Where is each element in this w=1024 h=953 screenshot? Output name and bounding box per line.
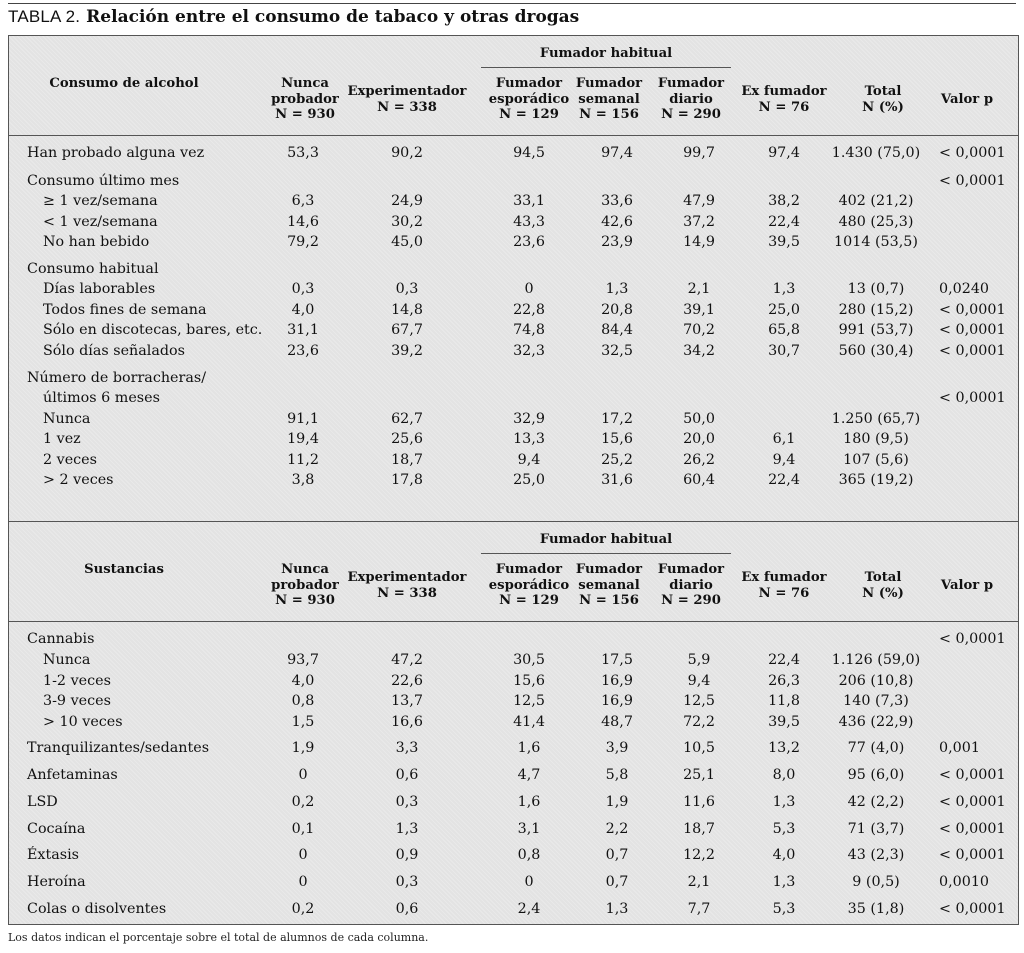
table-cell: 30,5 (513, 652, 545, 668)
row-label: Colas o disolventes (27, 901, 167, 917)
p-value-cell: < 0,0001 (939, 794, 1006, 810)
alcohol-table-header (9, 36, 1018, 136)
row-label: Nunca (43, 411, 91, 427)
p-value-cell: < 0,0001 (939, 847, 1006, 863)
footnote: Los datos indican el porcentaje sobre el total de alumnos de cada columna. (8, 931, 429, 944)
row-label: Han probado alguna vez (27, 145, 205, 161)
row-label: Heroína (27, 874, 86, 890)
table-cell: 62,7 (391, 411, 423, 427)
table-cell: 5,9 (687, 652, 711, 668)
table-cell: 365 (19,2) (838, 472, 914, 488)
table-cell: 1,3 (605, 281, 629, 297)
col-header-line: Fumador (495, 562, 563, 577)
table-cell: 16,9 (601, 693, 633, 709)
table-cell: 48,7 (601, 714, 633, 730)
p-value-cell: 0,001 (939, 740, 980, 756)
table-cell: 50,0 (683, 411, 715, 427)
table-cell: 0 (524, 281, 534, 297)
row-label: últimos 6 meses (43, 390, 160, 406)
col-header-line: esporádico (488, 91, 570, 107)
col-header-line: diario (669, 91, 713, 107)
table-cell: 22,8 (513, 302, 545, 318)
table-cell: 3,3 (395, 740, 419, 756)
table-cell: 22,4 (768, 214, 800, 230)
table-cell: 31,6 (601, 472, 633, 488)
table-cell: 402 (21,2) (838, 193, 914, 209)
col-header-line: N = 290 (661, 593, 721, 608)
table-cell: 25,1 (683, 767, 715, 783)
table-cell: 43 (2,3) (847, 847, 905, 863)
table-cell: 97,4 (768, 145, 800, 161)
col-header-line: N = 338 (377, 585, 437, 601)
table-cell: 65,8 (768, 322, 800, 338)
table-cell: 13,3 (513, 431, 545, 447)
col-header-line: semanal (578, 577, 640, 593)
table-cell: 47,9 (683, 193, 715, 209)
table-cell: 1,5 (291, 714, 315, 730)
table-row (9, 212, 1018, 232)
table-cell: 5,8 (605, 767, 629, 783)
table-cell: 8,0 (772, 767, 796, 783)
table-row (9, 368, 1018, 388)
table-cell: 70,2 (683, 322, 715, 338)
substances-table-header (9, 522, 1018, 622)
row-label: > 10 veces (43, 714, 123, 730)
table-cell: 1.430 (75,0) (831, 145, 921, 161)
table-cell: 1,3 (772, 874, 796, 890)
table-row (9, 171, 1018, 191)
p-value-cell: < 0,0001 (939, 821, 1006, 837)
table-cell: 26,2 (683, 452, 715, 468)
col-header-line: Fumador (575, 76, 643, 91)
table-cell: 1.126 (59,0) (831, 652, 921, 668)
table-row (9, 899, 1018, 919)
table-row (9, 738, 1018, 758)
table-cell: 1,3 (772, 794, 796, 810)
table-title (8, 7, 579, 27)
col-header-line: N = 129 (499, 107, 559, 122)
table-cell: 107 (5,6) (843, 452, 909, 468)
table-cell: 1,9 (291, 740, 315, 756)
col-header-line: N (%) (862, 99, 904, 115)
table-cell: 14,9 (683, 234, 715, 250)
p-value-cell: < 0,0001 (939, 322, 1006, 338)
table-cell: 180 (9,5) (843, 431, 909, 447)
table-cell: 90,2 (391, 145, 423, 161)
p-value-cell: < 0,0001 (939, 767, 1006, 783)
row-label: Tranquilizantes/sedantes (27, 740, 210, 756)
table-cell: 16,9 (601, 673, 633, 689)
table-row (9, 388, 1018, 408)
table-cell: 25,6 (391, 431, 423, 447)
table-cell: 12,5 (683, 693, 715, 709)
col-header-line: N = 76 (758, 99, 810, 115)
table-cell: 99,7 (683, 145, 715, 161)
table-cell: 140 (7,3) (843, 693, 909, 709)
table-cell: 11,8 (768, 693, 800, 709)
table-cell: 9,4 (517, 452, 541, 468)
table-row (9, 409, 1018, 429)
table-cell: 33,6 (601, 193, 633, 209)
table-row (9, 671, 1018, 691)
table-row (9, 691, 1018, 711)
table-row (9, 143, 1018, 163)
table-cell: 84,4 (601, 322, 633, 338)
table-row (9, 872, 1018, 892)
table-cell: 53,3 (287, 145, 319, 161)
row-label: Cannabis (27, 631, 95, 647)
table-cell: 41,4 (513, 714, 545, 730)
table-cell: 13,7 (391, 693, 423, 709)
row-header-label: Consumo de alcohol (49, 76, 199, 91)
table-cell: 11,6 (683, 794, 715, 810)
table-cell: 74,8 (513, 322, 545, 338)
col-header-line: N = 156 (579, 593, 639, 608)
table-row (9, 429, 1018, 449)
col-header-valor-p: Valor p (940, 92, 994, 107)
table-cell: 4,0 (291, 673, 315, 689)
table-cell: 32,5 (601, 343, 633, 359)
table-cell: 3,9 (605, 740, 629, 756)
table-cell: 31,1 (287, 322, 319, 338)
table-cell: 1,6 (517, 740, 541, 756)
table-cell: 2,1 (687, 281, 711, 297)
row-label: 1 vez (43, 431, 81, 447)
col-header-experimentador (342, 570, 472, 601)
table-row (9, 450, 1018, 470)
table-cell: 16,6 (391, 714, 423, 730)
table-cell: 0 (524, 874, 534, 890)
table-cell: 0,7 (605, 874, 629, 890)
table-cell: 23,9 (601, 234, 633, 250)
table-row (9, 259, 1018, 279)
table-cell: 11,2 (287, 452, 319, 468)
table-cell: 7,7 (687, 901, 711, 917)
col-header-valor-p: Valor p (940, 578, 994, 593)
col-header-line: esporádico (488, 577, 570, 593)
table-row (9, 300, 1018, 320)
table-cell: 436 (22,9) (838, 714, 914, 730)
table-cell: 42 (2,2) (847, 794, 905, 810)
table-cell: 9 (0,5) (852, 874, 900, 890)
table-row (9, 712, 1018, 732)
table-cell: 24,9 (391, 193, 423, 209)
table-cell: 6,1 (772, 431, 796, 447)
table-cell: 560 (30,4) (838, 343, 914, 359)
table-cell: 1,6 (517, 794, 541, 810)
p-value-cell: 0,0240 (939, 281, 990, 297)
table-cell: 38,2 (768, 193, 800, 209)
table-cell: 18,7 (391, 452, 423, 468)
col-header-line: N = 930 (275, 107, 335, 122)
table-cell: 95 (6,0) (847, 767, 905, 783)
table-cell: 0,3 (395, 794, 419, 810)
col-header-line: Experimentador (347, 570, 467, 585)
table-row (9, 765, 1018, 785)
table-cell: 4,0 (772, 847, 796, 863)
table-cell: 94,5 (513, 145, 545, 161)
row-label: Sólo días señalados (43, 343, 185, 359)
table-cell: 14,6 (287, 214, 319, 230)
table-cell: 0 (298, 847, 308, 863)
col-header-line: Fumador (657, 562, 725, 577)
col-header-line: N = 129 (499, 593, 559, 608)
table-cell: 23,6 (513, 234, 545, 250)
row-label: 2 veces (43, 452, 97, 468)
table-cell: 23,6 (287, 343, 319, 359)
col-header-line: Ex fumador (741, 84, 827, 99)
col-header-experimentador (342, 84, 472, 115)
table-cell: 0,6 (395, 901, 419, 917)
table-cell: 15,6 (601, 431, 633, 447)
table-cell: 25,0 (513, 472, 545, 488)
p-value-cell: < 0,0001 (939, 343, 1006, 359)
table-cell: 39,5 (768, 714, 800, 730)
table-row (9, 232, 1018, 252)
table-cell: 4,7 (517, 767, 541, 783)
col-header-line: N = 76 (758, 585, 810, 601)
table-cell: 0,6 (395, 767, 419, 783)
table-row (9, 650, 1018, 670)
table-cell: 206 (10,8) (838, 673, 914, 689)
table-cell: 12,2 (683, 847, 715, 863)
table-cell: 25,0 (768, 302, 800, 318)
table-cell: 13 (0,7) (847, 281, 905, 297)
row-label: > 2 veces (43, 472, 114, 488)
table-cell: 34,2 (683, 343, 715, 359)
row-label: LSD (27, 794, 58, 810)
col-header-line: probador (271, 577, 339, 593)
table-cell: 22,4 (768, 652, 800, 668)
table-cell: 45,0 (391, 234, 423, 250)
table-row (9, 320, 1018, 340)
p-value-cell: < 0,0001 (939, 631, 1006, 647)
col-header-line: probador (271, 91, 339, 107)
table-row (9, 191, 1018, 211)
col-header-line: Nunca (281, 76, 329, 91)
top-rule (8, 3, 1016, 4)
table-cell: 20,8 (601, 302, 633, 318)
table-cell: 280 (15,2) (838, 302, 914, 318)
table-cell: 12,5 (513, 693, 545, 709)
table-cell: 60,4 (683, 472, 715, 488)
table-heading: Relación entre el consumo de tabaco y otras drogas (86, 7, 580, 27)
row-label: Todos fines de semana (43, 302, 207, 318)
table-row (9, 792, 1018, 812)
table-cell: 2,4 (517, 901, 541, 917)
p-value-cell: < 0,0001 (939, 901, 1006, 917)
row-label: No han bebido (43, 234, 150, 250)
table-cell: 35 (1,8) (847, 901, 905, 917)
table-cell: 19,4 (287, 431, 319, 447)
table-cell: 30,2 (391, 214, 423, 230)
table-cell: 4,0 (291, 302, 315, 318)
table-cell: 17,2 (601, 411, 633, 427)
col-header-line: Fumador (575, 562, 643, 577)
row-label: Anfetaminas (27, 767, 118, 783)
table-cell: 67,7 (391, 322, 423, 338)
table-cell: 77 (4,0) (847, 740, 905, 756)
table-cell: 0 (298, 874, 308, 890)
table-cell: 17,8 (391, 472, 423, 488)
col-header-line: N = 290 (661, 107, 721, 122)
table-cell: 39,1 (683, 302, 715, 318)
row-label: Consumo habitual (27, 261, 159, 277)
row-label: Número de borracheras/ (27, 370, 207, 386)
table-cell: 0,2 (291, 794, 315, 810)
table-cell: 0 (298, 767, 308, 783)
table-cell: 0,3 (395, 281, 419, 297)
table-cell: 9,4 (772, 452, 796, 468)
group-underline (481, 553, 731, 554)
table-cell: 3,1 (517, 821, 541, 837)
table-cell: 39,2 (391, 343, 423, 359)
table-cell: 25,2 (601, 452, 633, 468)
table-cell: 5,3 (772, 901, 796, 917)
fumador-habitual-group-label: Fumador habitual (539, 46, 673, 61)
table-cell: 0,8 (517, 847, 541, 863)
col-header-line: Total (864, 570, 902, 585)
table-cell: 13,2 (768, 740, 800, 756)
table-cell: 5,3 (772, 821, 796, 837)
table-cell: 32,3 (513, 343, 545, 359)
p-value-cell: < 0,0001 (939, 302, 1006, 318)
row-label: Consumo último mes (27, 173, 180, 189)
table-cell: 22,4 (768, 472, 800, 488)
group-underline (481, 67, 731, 68)
table-cell: 47,2 (391, 652, 423, 668)
table-cell: 6,3 (291, 193, 315, 209)
table-cell: 1.250 (65,7) (831, 411, 921, 427)
table-cell: 2,1 (687, 874, 711, 890)
table-number: TABLA 2. (8, 7, 81, 26)
table-cell: 93,7 (287, 652, 319, 668)
table-cell: 1,3 (605, 901, 629, 917)
table-cell: 14,8 (391, 302, 423, 318)
table-cell: 26,3 (768, 673, 800, 689)
p-value-cell: < 0,0001 (939, 173, 1006, 189)
row-label: < 1 vez/semana (43, 214, 158, 230)
table-cell: 3,8 (291, 472, 315, 488)
col-header-line: Fumador (495, 76, 563, 91)
table-cell: 2,2 (605, 821, 629, 837)
table-cell: 72,2 (683, 714, 715, 730)
table-cell: 1,3 (772, 281, 796, 297)
col-header-line: Experimentador (347, 84, 467, 99)
row-label: Éxtasis (27, 847, 80, 863)
row-label: Nunca (43, 652, 91, 668)
row-label: Sólo en discotecas, bares, etc. (43, 322, 263, 338)
table-cell: 32,9 (513, 411, 545, 427)
table-cell: 22,6 (391, 673, 423, 689)
table-cell: 33,1 (513, 193, 545, 209)
table-cell: 97,4 (601, 145, 633, 161)
alcohol-table (8, 35, 1019, 522)
table-cell: 0,8 (291, 693, 315, 709)
table-cell: 71 (3,7) (847, 821, 905, 837)
table-cell: 1,9 (605, 794, 629, 810)
row-label: 3-9 veces (43, 693, 111, 709)
col-header-line: N = 338 (377, 99, 437, 115)
col-header-line: N = 930 (275, 593, 335, 608)
fumador-habitual-group-label: Fumador habitual (539, 532, 673, 547)
table-cell: 9,4 (687, 673, 711, 689)
row-label: ≥ 1 vez/semana (43, 193, 158, 209)
p-value-cell: < 0,0001 (939, 145, 1006, 161)
p-value-cell: 0,0010 (939, 874, 990, 890)
table-cell: 30,7 (768, 343, 800, 359)
row-label: Días laborables (43, 281, 156, 297)
table-row (9, 819, 1018, 839)
col-header-line: Total (864, 84, 902, 99)
table-cell: 480 (25,3) (838, 214, 914, 230)
table-row (9, 470, 1018, 490)
substances-table (8, 521, 1019, 925)
table-cell: 0,3 (291, 281, 315, 297)
table-row (9, 629, 1018, 649)
table-cell: 0,3 (395, 874, 419, 890)
col-header-line: Nunca (281, 562, 329, 577)
table-cell: 0,7 (605, 847, 629, 863)
table-cell: 39,5 (768, 234, 800, 250)
table-cell: 18,7 (683, 821, 715, 837)
col-header-line: N (%) (862, 585, 904, 601)
table-cell: 1,3 (395, 821, 419, 837)
table-cell: 991 (53,7) (838, 322, 914, 338)
table-cell: 0,1 (291, 821, 315, 837)
table-row (9, 279, 1018, 299)
table-cell: 0,2 (291, 901, 315, 917)
table-cell: 10,5 (683, 740, 715, 756)
table-cell: 43,3 (513, 214, 545, 230)
p-value-cell: < 0,0001 (939, 390, 1006, 406)
table-cell: 1014 (53,5) (834, 234, 918, 250)
table-cell: 20,0 (683, 431, 715, 447)
table-cell: 37,2 (683, 214, 715, 230)
table-cell: 17,5 (601, 652, 633, 668)
row-label: Cocaína (27, 821, 86, 837)
table-cell: 42,6 (601, 214, 633, 230)
table-row (9, 341, 1018, 361)
table-cell: 91,1 (287, 411, 319, 427)
col-header-line: Ex fumador (741, 570, 827, 585)
table-cell: 79,2 (287, 234, 319, 250)
col-header-line: N = 156 (579, 107, 639, 122)
table-row (9, 845, 1018, 865)
col-header-line: semanal (578, 91, 640, 107)
table-cell: 15,6 (513, 673, 545, 689)
col-header-line: Fumador (657, 76, 725, 91)
col-header-line: diario (669, 577, 713, 593)
row-label: 1-2 veces (43, 673, 111, 689)
row-header-label: Sustancias (84, 562, 164, 577)
table-cell: 0,9 (395, 847, 419, 863)
